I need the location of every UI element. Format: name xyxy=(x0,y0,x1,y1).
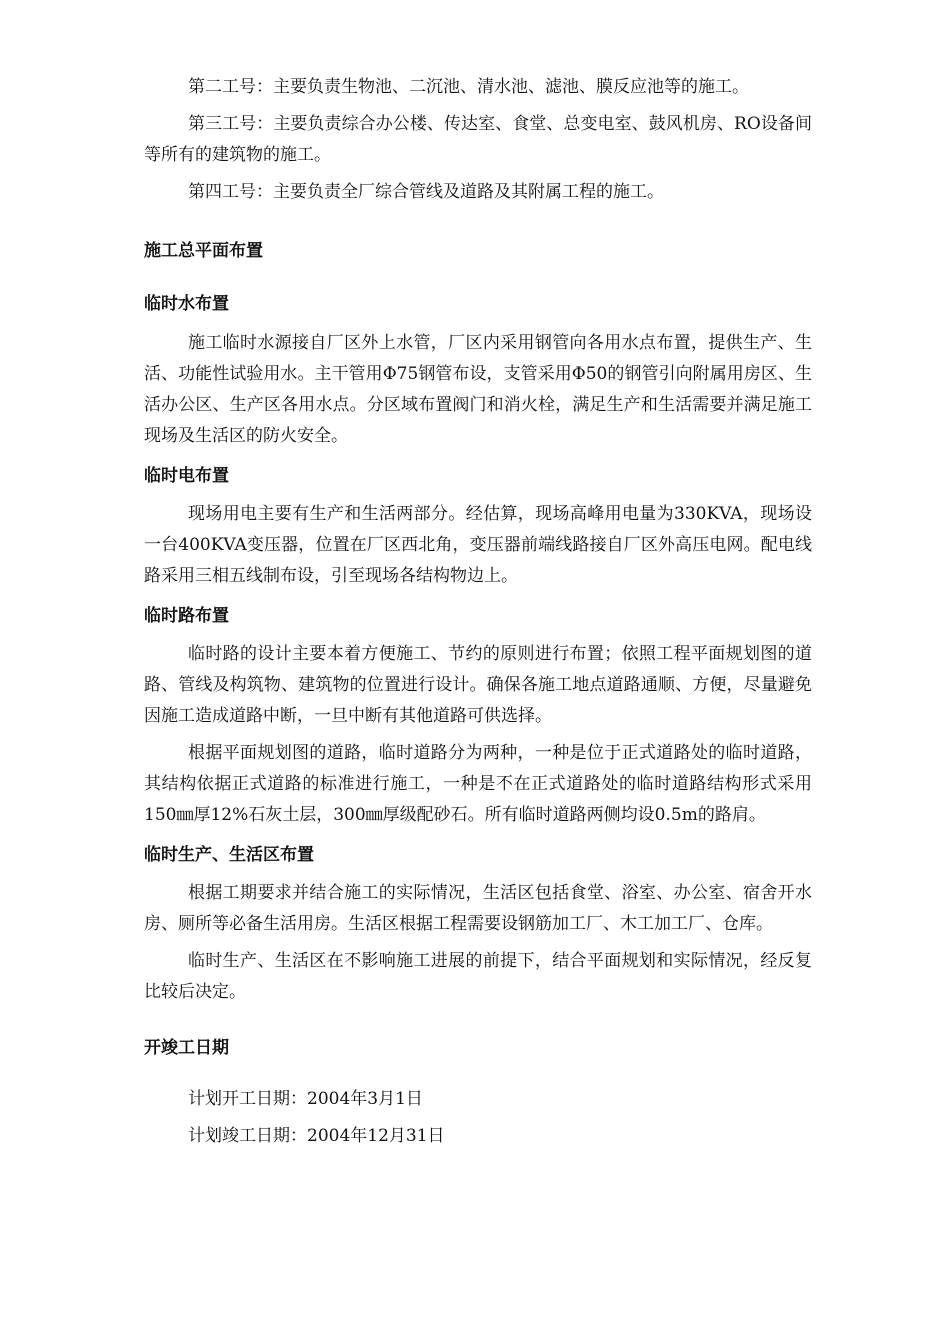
temporary-road-paragraph-1: 临时路的设计主要本着方便施工、节约的原则进行布置；依照工程平面规划图的道路、管线及构筑物、建筑物的位置进行设计。确保各施工地点道路通顺、方便，尽量避免因施工造成道路中断，一旦中断有其他道路可供选择。 xyxy=(144,644,812,726)
work-unit-4-paragraph: 第四工号：主要负责全厂综合管线及道路及其附属工程的施工。 xyxy=(188,182,664,202)
document-page xyxy=(144,72,812,1150)
planned-start-date: 计划开工日期：2004年3月1日 xyxy=(188,1089,423,1109)
temporary-road-paragraph-2: 根据平面规划图的道路，临时道路分为两种，一种是位于正式道路处的临时道路，其结构依据正式道路的标准进行施工，一种是不在正式道路处的临时道路结构形式采用150㎜厚12%石灰土层，300㎜厚级配砂石。所有临时道路两侧均设0.5m的路肩。 xyxy=(144,743,812,825)
site-layout-heading: 施工总平面布置 xyxy=(144,241,263,261)
temporary-power-paragraph: 现场用电主要有生产和生活两部分。经估算，现场高峰用电量为330KVA，现场设一台400KVA变压器，位置在厂区西北角，变压器前端线路接自厂区外高压电网。配电线路采用三相五线制布设，引至现场各结构物边上。 xyxy=(144,504,812,586)
production-living-area-heading: 临时生产、生活区布置 xyxy=(144,845,314,865)
work-unit-3-paragraph: 第三工号：主要负责综合办公楼、传达室、食堂、总变电室、鼓风机房、RO设备间等所有的建筑物的施工。 xyxy=(144,114,812,165)
temporary-water-heading: 临时水布置 xyxy=(144,294,229,314)
planned-completion-date: 计划竣工日期：2004年12月31日 xyxy=(188,1126,445,1146)
production-living-area-paragraph-2: 临时生产、生活区在不影响施工进展的前提下，结合平面规划和实际情况，经反复比较后决定。 xyxy=(144,951,812,1002)
production-living-area-paragraph-1: 根据工期要求并结合施工的实际情况，生活区包括食堂、浴室、办公室、宿舍开水房、厕所等必备生活用房。生活区根据工程需要设钢筋加工厂、木工加工厂、仓库。 xyxy=(144,883,812,934)
schedule-heading: 开竣工日期 xyxy=(144,1038,229,1058)
work-unit-2-paragraph: 第二工号：主要负责生物池、二沉池、清水池、滤池、膜反应池等的施工。 xyxy=(188,77,749,97)
temporary-water-paragraph: 施工临时水源接自厂区外上水管，厂区内采用钢管向各用水点布置，提供生产、生活、功能性试验用水。主干管用Φ75钢管布设，支管采用Φ50的钢管引向附属用房区、生活办公区、生产区各用水点。分区域布置阀门和消火栓，满足生产和生活需要并满足施工现场及生活区的防火安全。 xyxy=(144,333,812,446)
temporary-power-heading: 临时电布置 xyxy=(144,466,229,486)
temporary-road-heading: 临时路布置 xyxy=(144,606,229,626)
